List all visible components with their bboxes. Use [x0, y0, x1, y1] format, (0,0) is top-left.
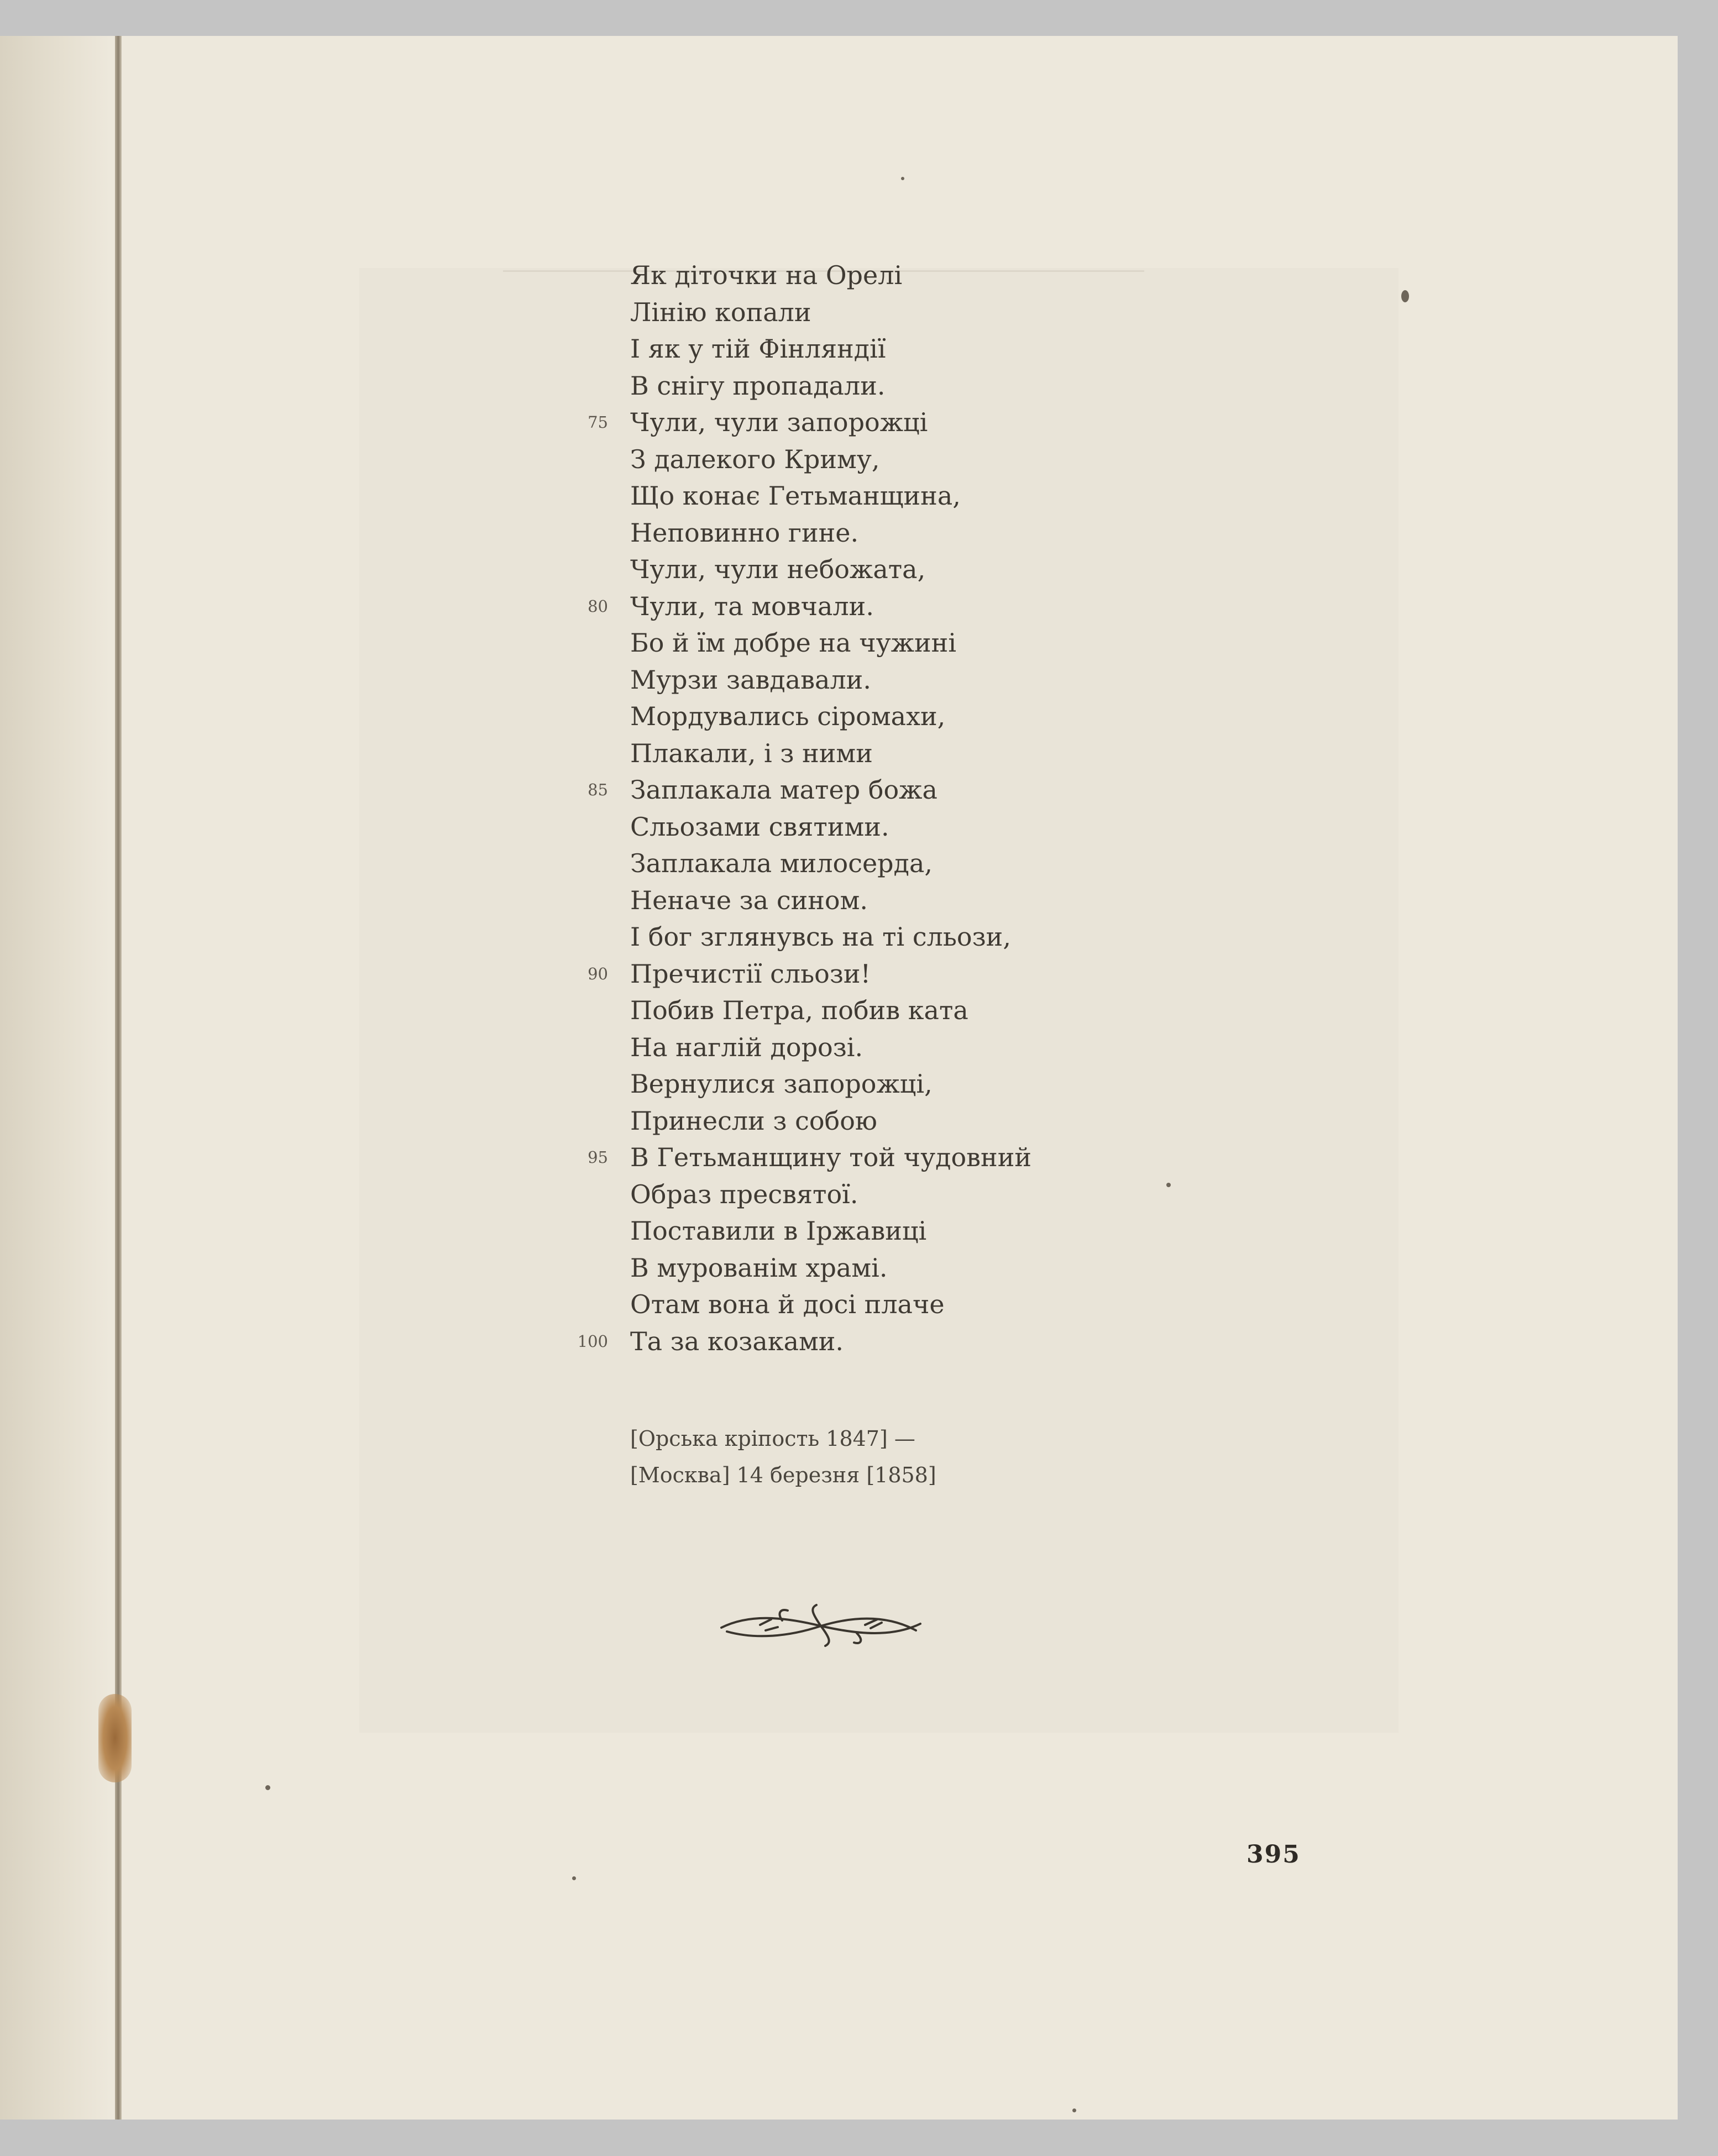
poem-line: [630, 662, 1031, 699]
line-number: 95: [588, 1148, 608, 1167]
poem-line-text: В мурованім храмі.: [630, 1252, 888, 1283]
poem-line-text: Та за козаками.: [630, 1326, 844, 1356]
page-number: 395: [1246, 1840, 1301, 1869]
poem-line: [630, 992, 1031, 1029]
poem-line: [630, 551, 1031, 588]
book-spine: [115, 36, 122, 2120]
poem-line-text: Принесли з собою: [630, 1105, 877, 1136]
poem-line: [630, 698, 1031, 735]
poem-line-text: І бог зглянувсь на ті сльози,: [630, 922, 1011, 952]
poem-line-text: Поставили в Іржавиці: [630, 1216, 927, 1246]
poem-line: [588, 772, 1031, 809]
line-number: 85: [588, 780, 608, 799]
dateline-place-1: [Орська кріпость 1847] —: [630, 1426, 915, 1451]
poem-line-text: Бо й їм добре на чужині: [630, 628, 957, 658]
poem-line: [630, 257, 1031, 294]
speck: [901, 177, 904, 180]
poem-line-text: Сльозами святими.: [630, 811, 889, 842]
poem-line: [630, 1250, 1031, 1287]
line-number: 90: [588, 964, 608, 983]
poem-line-text: Лінію копали: [630, 297, 811, 327]
poem-line-text: Як діточки на Орелі: [630, 260, 903, 290]
speck: [1401, 290, 1409, 302]
poem-line-text: Вернулися запорожці,: [630, 1069, 933, 1099]
poem-line-text: На наглій дорозі.: [630, 1032, 863, 1062]
poem-line-text: Неначе за сином.: [630, 885, 868, 915]
poem-line-text: З далекого Криму,: [630, 444, 880, 474]
poem-line-text: Мурзи завдавали.: [630, 664, 871, 695]
poem-line: [577, 1323, 1031, 1360]
poem-line: [630, 809, 1031, 846]
poem-line-text: І як у тій Фінляндії: [630, 334, 886, 364]
poem-line-text: Образ пресвятої.: [630, 1179, 858, 1209]
poem-line: [630, 478, 1031, 515]
poem-line: [630, 294, 1031, 331]
floral-ornament-icon: [716, 1603, 926, 1647]
poem-line-text: Чули, чули запорожці: [630, 407, 928, 437]
line-number: 75: [588, 413, 608, 432]
speck: [1072, 2108, 1076, 2112]
poem-line-text: Побив Петра, побив ката: [630, 995, 968, 1025]
book-page: [0, 36, 1678, 2120]
poem-line: [630, 735, 1031, 772]
poem-line: [630, 1213, 1031, 1250]
poem-line-text: Неповинно гине.: [630, 517, 859, 548]
line-number: 100: [577, 1331, 608, 1351]
poem-line-text: Чули, чули небожата,: [630, 554, 926, 584]
poem-line: [630, 1029, 1031, 1066]
poem-line: [588, 404, 1031, 441]
speck: [265, 1785, 270, 1790]
poem-line-text: Чули, та мовчали.: [630, 591, 874, 621]
poem-line: [630, 1103, 1031, 1140]
poem-line: [630, 1286, 1031, 1323]
poem-text: [577, 257, 1032, 1360]
speck: [1166, 1183, 1171, 1187]
poem-line: [630, 1176, 1031, 1213]
poem-line-text: Отам вона й досі плаче: [630, 1289, 945, 1319]
line-number: 80: [588, 596, 608, 616]
poem-line: [630, 882, 1031, 919]
poem-line: [630, 625, 1031, 662]
poem-line-text: Пречистії сльози!: [630, 958, 871, 989]
poem-line: [588, 956, 1031, 993]
dateline: [630, 1420, 936, 1493]
poem-line: [630, 515, 1031, 552]
poem-line: [630, 441, 1031, 478]
poem-line-text: Заплакала милосерда,: [630, 848, 933, 878]
poem-line: [630, 845, 1031, 882]
poem-line-text: Заплакала матер божа: [630, 775, 937, 805]
poem-line-text: Що конає Гетьманщина,: [630, 481, 961, 511]
paper-stain: [98, 1694, 132, 1782]
poem-line-text: Мордувались сіромахи,: [630, 701, 946, 731]
poem-line-text: Плакали, і з ними: [630, 738, 873, 768]
poem-line-text: В снігу пропадали.: [630, 370, 886, 401]
page-gutter: [0, 36, 111, 2120]
dateline-place-2: [Москва] 14 березня [1858]: [630, 1463, 936, 1487]
poem-line: [630, 331, 1031, 368]
poem-line: [588, 588, 1031, 625]
poem-line-text: В Гетьманщину той чудовний: [630, 1142, 1032, 1172]
speck: [572, 1876, 576, 1880]
poem-line: [630, 919, 1031, 956]
poem-line: [630, 368, 1031, 405]
poem-line: [630, 1066, 1031, 1103]
poem-line: [588, 1139, 1032, 1176]
